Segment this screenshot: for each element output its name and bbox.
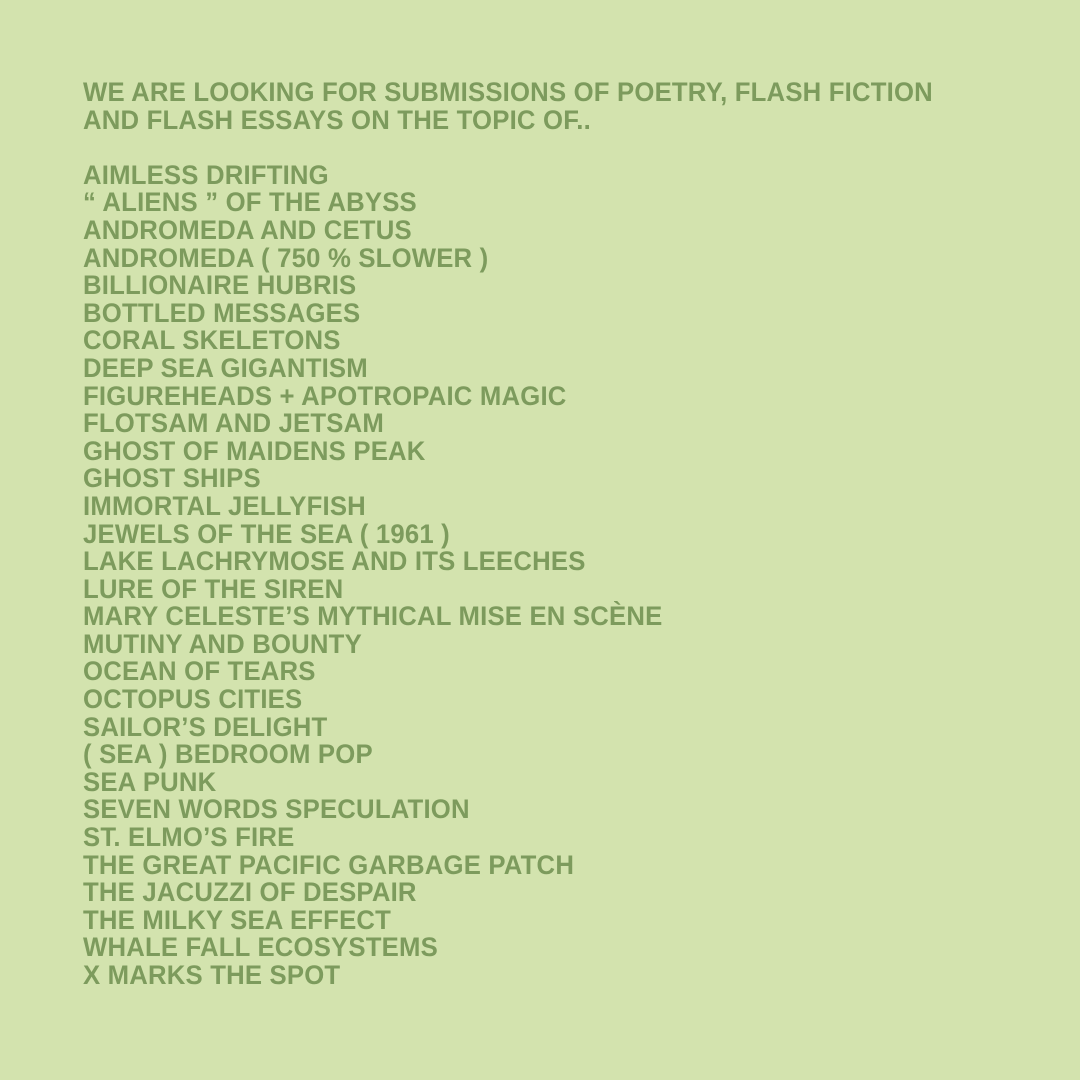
- topic-item: CORAL SKELETONS: [83, 325, 341, 356]
- topic-item: AIMLESS DRIFTING: [83, 159, 329, 190]
- topic-item: THE JACUZZI OF DESPAIR: [83, 877, 417, 908]
- topic-item: MARY CELESTE’S MYTHICAL MISE EN SCÈNE: [83, 601, 663, 632]
- heading-line-2: AND FLASH ESSAYS ON THE TOPIC OF..: [83, 104, 591, 135]
- topic-item: FLOTSAM AND JETSAM: [83, 408, 385, 439]
- topic-item: BOTTLED MESSAGES: [83, 297, 361, 328]
- topic-item: BILLIONAIRE HUBRIS: [83, 270, 357, 301]
- text-block: [83, 79, 1023, 990]
- topic-item: GHOST SHIPS: [83, 463, 261, 494]
- topic-item: ANDROMEDA ( 750 % SLOWER ): [83, 242, 489, 273]
- topic-item: GHOST OF MAIDENS PEAK: [83, 435, 426, 466]
- heading-list-gap: [83, 134, 1023, 162]
- topic-item: DEEP SEA GIGANTISM: [83, 352, 368, 383]
- topic-item: ( SEA ) BEDROOM POP: [83, 739, 373, 770]
- topic-list: [83, 159, 1023, 990]
- topic-item: JEWELS OF THE SEA ( 1961 ): [83, 518, 450, 549]
- heading-line-1: WE ARE LOOKING FOR SUBMISSIONS OF POETRY, FLASH FICTION: [83, 77, 933, 107]
- topic-item: FIGUREHEADS + APOTROPAIC MAGIC: [83, 380, 567, 411]
- topic-item: “ ALIENS ” OF THE ABYSS: [83, 187, 417, 218]
- topic-item: THE GREAT PACIFIC GARBAGE PATCH: [83, 849, 575, 880]
- topic-item: MUTINY AND BOUNTY: [83, 628, 362, 659]
- topic-item: LAKE LACHRYMOSE AND ITS LEECHES: [83, 546, 586, 577]
- topic-item: ANDROMEDA AND CETUS: [83, 214, 412, 245]
- topic-item: THE MILKY SEA EFFECT: [83, 904, 392, 935]
- topic-item: OCEAN OF TEARS: [83, 656, 316, 687]
- topic-item: OCTOPUS CITIES: [83, 684, 303, 715]
- topic-item: SEA PUNK: [83, 766, 217, 797]
- topic-item: SEVEN WORDS SPECULATION: [83, 794, 470, 825]
- topic-item: X MARKS THE SPOT: [83, 960, 341, 990]
- topic-item: LURE OF THE SIREN: [83, 573, 344, 604]
- topic-item: IMMORTAL JELLYFISH: [83, 490, 366, 521]
- topic-item: ST. ELMO’S FIRE: [83, 822, 295, 853]
- topic-item: WHALE FALL ECOSYSTEMS: [83, 932, 438, 963]
- topic-item: SAILOR’S DELIGHT: [83, 711, 328, 742]
